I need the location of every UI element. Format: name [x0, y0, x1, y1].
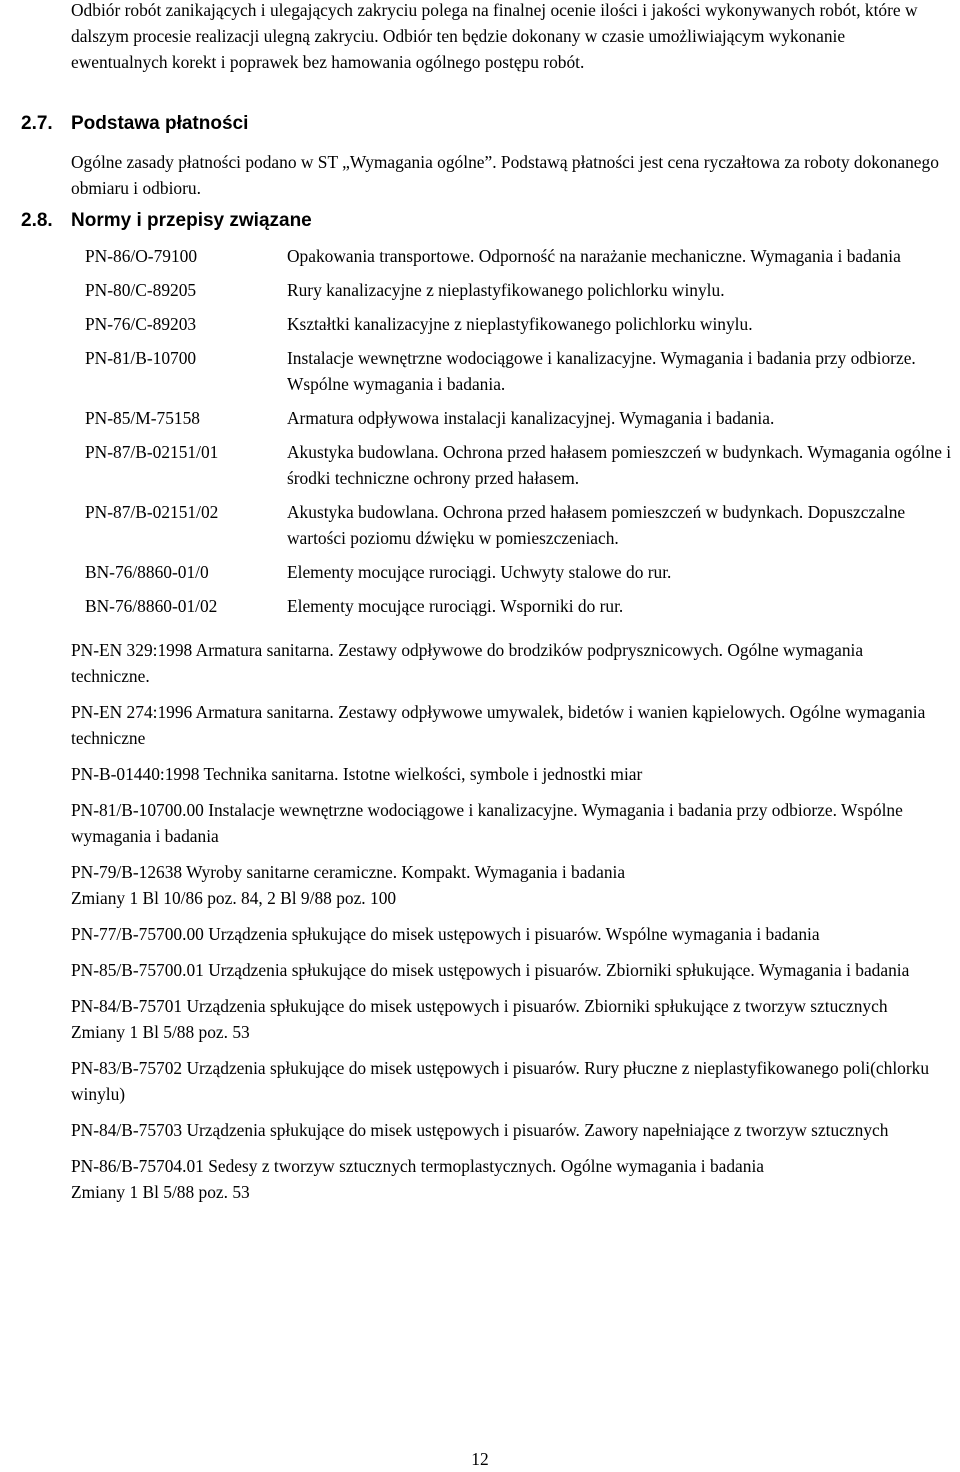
norm-code: PN-87/B-02151/02 [85, 502, 219, 522]
norm-code: PN-80/C-89205 [85, 280, 197, 300]
page-number: 12 [471, 1449, 489, 1469]
norm-description: Armatura odpływowa instalacji kanalizacyjnej. Wymagania i badania. [287, 408, 775, 428]
section-title: Normy i przepisy związane [71, 210, 312, 231]
norm-description: Opakowania transportowe. Odporność na narażanie mechaniczne. Wymagania i badania [287, 246, 901, 266]
norm-description: Kształtki kanalizacyjne z nieplastyfikowanego polichlorku winylu. [287, 314, 753, 334]
norm-description: Elementy mocujące rurociągi. Uchwyty stalowe do rur. [287, 562, 672, 582]
norm-row [85, 593, 955, 619]
standard-entry: PN-83/B-75702 Urządzenia spłukujące do misek ustępowych i pisuarów. Rury płuczne z nieplastyfikowanego poli(chlorku winylu) [71, 1058, 930, 1104]
norm-code: PN-81/B-10700 [85, 348, 197, 368]
norm-row [85, 559, 955, 585]
norm-description: Akustyka budowlana. Ochrona przed hałasem pomieszczeń w budynkach. Dopuszczalne wartości poziomu dźwięku w pomieszczeniach. [287, 502, 906, 548]
standard-entry: PN-85/B-75700.01 Urządzenia spłukujące do misek ustępowych i pisuarów. Zbiorniki spłukujące. Wymagania i badania [71, 960, 910, 980]
norm-description: Rury kanalizacyjne z nieplastyfikowanego polichlorku winylu. [287, 280, 725, 300]
intro-paragraph: Odbiór robót zanikających i ulegających zakryciu polega na finalnej ocenie ilości i jakości wykonywanych robót, które w dalszym procesie realizacji ulegną zakryciu. Odbiór ten będzie dokonany w czasie umożliwiającym wykonanie ewentualnych korekt i poprawek bez hamowania ogólnego postępu robót. [71, 0, 918, 72]
section-heading-payment [21, 111, 248, 137]
norm-code: BN-76/8860-01/02 [85, 596, 218, 616]
standard-entry: PN-84/B-75701 Urządzenia spłukujące do misek ustępowych i pisuarów. Zbiorniki spłukujące z tworzyw sztucznych Zmiany 1 Bl 5/88 poz. 53 [71, 996, 888, 1042]
section-heading-norms [21, 208, 312, 234]
norm-code: PN-87/B-02151/01 [85, 442, 219, 462]
standard-entry: PN-84/B-75703 Urządzenia spłukujące do misek ustępowych i pisuarów. Zawory napełniające z tworzyw sztucznych [71, 1120, 889, 1140]
norm-row [85, 405, 955, 431]
norm-row [85, 243, 955, 269]
norm-code: BN-76/8860-01/0 [85, 562, 209, 582]
standard-entry: PN-79/B-12638 Wyroby sanitarne ceramiczne. Kompakt. Wymagania i badania Zmiany 1 Bl 10/86 poz. 84, 2 Bl 9/88 poz. 100 [71, 862, 626, 908]
norm-code: PN-85/M-75158 [85, 408, 200, 428]
norm-row [85, 439, 955, 491]
norm-description: Akustyka budowlana. Ochrona przed hałasem pomieszczeń w budynkach. Wymagania ogólne i środki techniczne ochrony przed hałasem. [287, 442, 952, 488]
section-number: 2.8. [21, 210, 53, 231]
norm-description: Instalacje wewnętrzne wodociągowe i kanalizacyjne. Wymagania i badania przy odbiorze. Wspólne wymagania i badania. [287, 348, 916, 394]
norm-code: PN-86/O-79100 [85, 246, 198, 266]
norm-row [85, 345, 955, 397]
standard-entry: PN-EN 329:1998 Armatura sanitarna. Zestawy odpływowe do brodzików podpryszniсowych. Ogólne wymagania techniczne. [71, 640, 864, 686]
section-title: Podstawa płatności [71, 113, 249, 134]
standard-entry: PN-EN 274:1996 Armatura sanitarna. Zestawy odpływowe umywalek, bidetów i wanien kąpielowych. Ogólne wymagania techniczne [71, 702, 926, 748]
section-number: 2.7. [21, 113, 53, 134]
norms-table [85, 243, 955, 627]
norm-code: PN-76/C-89203 [85, 314, 197, 334]
payment-paragraph: Ogólne zasady płatności podano w ST „Wymagania ogólne”. Podstawą płatności jest cena ryczałtowa za roboty dokonanego obmiaru i odbioru. [71, 152, 939, 198]
norm-row [85, 499, 955, 551]
standard-entry: PN-77/B-75700.00 Urządzenia spłukujące do misek ustępowych i pisuarów. Wspólne wymagania i badania [71, 924, 820, 944]
standards-list [71, 637, 941, 1215]
norm-description: Elementy mocujące rurociągi. Wsporniki do rur. [287, 596, 624, 616]
standard-entry: PN-86/B-75704.01 Sedesy z tworzyw sztucznych termoplastycznych. Ogólne wymagania i badania Zmiany 1 Bl 5/88 poz. 53 [71, 1156, 765, 1202]
standard-entry: PN-B-01440:1998 Technika sanitarna. Istotne wielkości, symbole i jednostki miar [71, 764, 643, 784]
standard-entry: PN-81/B-10700.00 Instalacje wewnętrzne wodociągowe i kanalizacyjne. Wymagania i badania przy odbiorze. Wspólne wymagania i badania [71, 800, 903, 846]
norm-row [85, 311, 955, 337]
norm-row [85, 277, 955, 303]
